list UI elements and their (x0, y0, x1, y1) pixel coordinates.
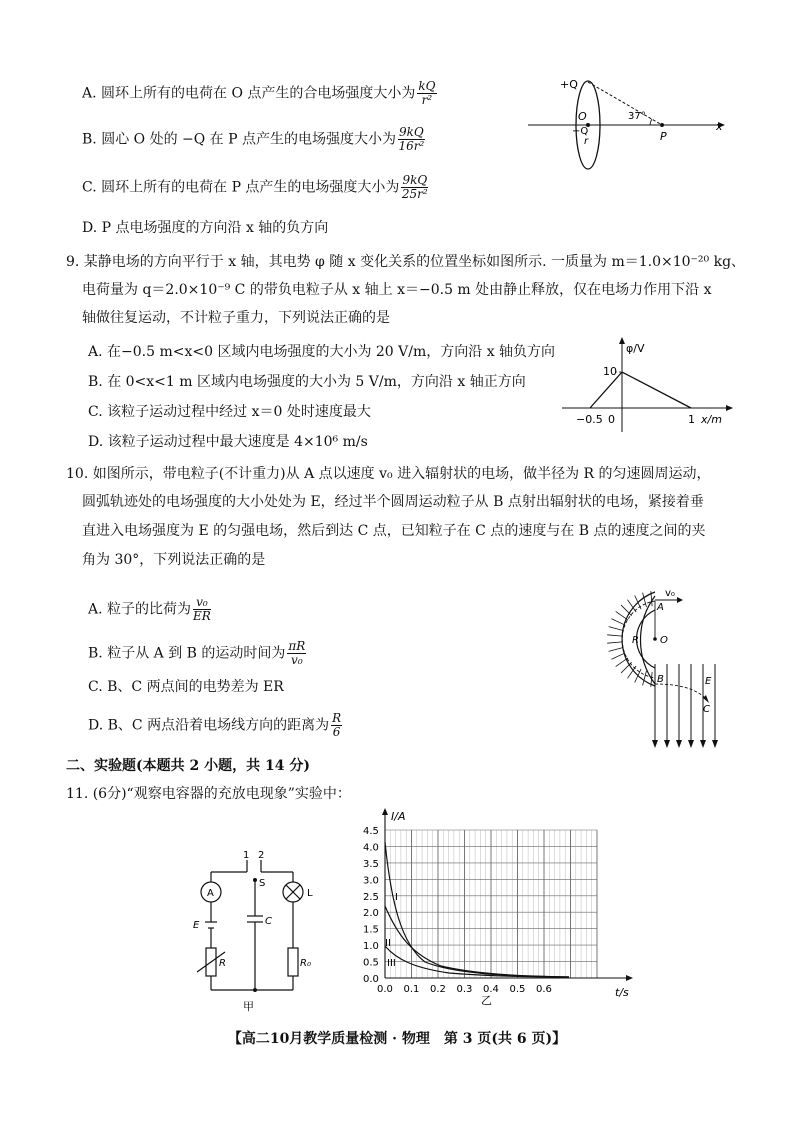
q11-current-graph (345, 806, 645, 1014)
x-tick-label: 0.4 (483, 984, 499, 995)
curve-ii (385, 906, 569, 977)
radial-field-line (635, 595, 641, 609)
tick-minus-05: −0.5 (576, 413, 603, 426)
x-tick-label: 0.5 (509, 984, 526, 995)
q10-option-a: A. 粒子的比荷为 $\frac{\text{v₀}}{ER}$ (88, 595, 211, 623)
tick-0: 0 (608, 413, 615, 426)
q9-option-a: A. 在−0.5 m<x<0 区域内电场强度的大小为 20 V/m，方向沿 x 轴负方向 (88, 344, 556, 360)
lamp-label: L (307, 888, 313, 899)
radial-field-line (609, 627, 623, 631)
v0-label: v₀ (665, 588, 675, 599)
radial-field-line (607, 642, 622, 643)
capacitor-label: C (265, 916, 272, 927)
q10-field-figure (585, 586, 735, 756)
figure-yi-caption: 乙 (481, 994, 492, 1007)
emf-label: E (193, 920, 200, 931)
y-tick-label: 3.0 (363, 875, 379, 887)
fraction: $\frac{9kQ}{\text{25r²}}$ (401, 173, 428, 201)
y-tick-label: 1.0 (363, 941, 379, 953)
peak-label: 10 (603, 365, 617, 378)
y-tick-label: 3.5 (363, 858, 379, 870)
fraction: $\frac{kQ}{\text{r²}}$ (418, 79, 436, 107)
x-tick-label: 0.3 (456, 984, 473, 995)
q10-stem-line3: 直进入电场强度为 E 的匀强电场，然后到达 C 点，已知粒子在 C 点的速度与在 B 点的速度之间的夹 (82, 523, 706, 539)
b-label: B (657, 674, 664, 685)
q10-option-d: D. B、C 两点沿着电场线方向的距离为 $\frac{R}{6}$ (88, 711, 342, 739)
q10-stem-line2: 圆弧轨迹处的电场强度的大小处处为 E，经过半个圆周运动粒子从 B 点射出辐射状的电场，紧接着垂 (82, 494, 704, 510)
r-label: r (584, 136, 589, 147)
section-2-heading: 二、实验题(本题共 2 小题，共 14 分) (66, 758, 310, 774)
uniform-field-arrowheads (652, 740, 718, 748)
grid (385, 830, 597, 978)
curve-ii-label: II (385, 938, 391, 949)
page-footer: 【高二10月教学质量检测 · 物理 第 3 页(共 6 页)】 (227, 1031, 567, 1047)
i-axis-arrow (382, 808, 388, 815)
i-axis-label: I/A (391, 810, 406, 823)
y-tick-label: 2.5 (363, 891, 379, 903)
q8-option-d: D. P 点电场强度的方向沿 x 轴的负方向 (82, 220, 329, 236)
q9-stem-line2: 电荷量为 q＝2.0×10⁻⁹ C 的带负电粒子从 x 轴上 x＝−0.5 m 处由静止释放，仅在电场力作用下沿 x (82, 282, 712, 298)
b-to-c-path (655, 684, 707, 700)
q8-option-b: B. 圆心 O 处的 −Q 在 P 点产生的电场强度大小为 $\frac{9kQ}{\text{16r²}}$ (82, 125, 425, 153)
x-tick-label: 0.1 (403, 984, 420, 995)
a-label: A (657, 602, 664, 613)
x-label: x/m (701, 413, 722, 426)
radial-field-line (609, 648, 623, 652)
radial-field-line (616, 658, 628, 667)
phi-label: φ/V (626, 342, 645, 355)
x-axis-arrow (726, 405, 733, 411)
q9-stem-line3: 轴做往复运动，不计粒子重力，下列说法正确的是 (82, 310, 390, 326)
o-label: O (578, 110, 587, 123)
figure-jia-caption: 甲 (243, 1000, 254, 1013)
q8-option-c: C. 圆环上所有的电荷在 P 点产生的电场强度大小为 $\frac{9kQ}{\text{25r²}}$ (82, 173, 428, 201)
q9-option-d: D. 该粒子运动过程中最大速度是 4×10⁶ m/s (88, 434, 368, 450)
o-label: O (660, 635, 668, 646)
x-tick-label: 0.2 (430, 984, 446, 995)
tick-1: 1 (688, 413, 695, 426)
p-label: P (660, 130, 667, 143)
t-axis-label: t/s (615, 986, 629, 999)
switch-2-label: 2 (258, 850, 265, 861)
y-tick-label: 4.0 (363, 842, 379, 854)
y-tick-label: 4.5 (363, 826, 379, 837)
curve-iii-label: III (387, 958, 396, 969)
r0-label: R₀ (300, 958, 311, 969)
b-to-c-arrowhead (703, 695, 709, 703)
radial-field-line (611, 653, 625, 659)
switch-pivot (253, 878, 257, 882)
point-p (660, 123, 664, 127)
x-tick-labels (377, 984, 552, 995)
q11-stem: 11. (6分)“观察电容器的充放电现象”实验中： (66, 786, 351, 802)
minus-q-label: −Q (572, 126, 589, 137)
y-tick-label: 0.5 (363, 957, 379, 969)
radial-field-line (643, 671, 647, 685)
q10-stem-line1: 10. 如图所示，带电粒子(不计重力)从 A 点以速度 v₀ 进入辐射状的电场，做半径为 R 的匀速圆周运动， (66, 466, 711, 482)
q11-circuit (185, 852, 335, 1012)
e-label: E (705, 676, 712, 687)
switch-1-label: 1 (243, 850, 250, 861)
q8-ring-figure (520, 68, 730, 178)
junction-dot (253, 988, 257, 992)
q10-option-c: C. B、C 两点间的电势差为 ER (88, 679, 284, 695)
radial-field-line (607, 635, 622, 636)
y-tick-label: 0.0 (363, 974, 379, 985)
fraction: $\frac{9kQ}{\text{16r²}}$ (398, 125, 425, 153)
x-tick-label: 0.0 (377, 984, 393, 995)
fraction: $\frac{R}{6}$ (332, 711, 342, 739)
q8-option-a: A. 圆环上所有的电荷在 O 点产生的合电场强度大小为 $\frac{kQ}{\text{r²}}$ (82, 79, 436, 107)
radial-field-line (621, 605, 632, 616)
radial-field-line (616, 611, 628, 620)
phi-axis-arrow (619, 337, 625, 344)
ammeter-label: A (207, 888, 214, 899)
angle-arc (650, 119, 652, 125)
radial-ticks (607, 591, 652, 687)
curve-i-label: I (395, 892, 398, 903)
curve-i (385, 842, 569, 977)
q9-stem-line1: 9. 某静电场的方向平行于 x 轴，其电势 φ 随 x 变化关系的位置坐标如图所示. 一质量为 m＝1.0×10⁻²⁰ kg、 (66, 254, 746, 270)
outer-arc (640, 596, 655, 684)
q10-stem-line4: 角为 30°，下列说法正确的是 (82, 552, 266, 568)
t-axis-arrow (626, 975, 633, 981)
v0-arrowhead (677, 597, 683, 603)
angle-label: 37° (628, 111, 646, 122)
fraction: $\frac{\pi R}{\text{v₀}}$ (288, 639, 306, 667)
point-o (653, 637, 657, 641)
y-tick-label: 2.0 (363, 908, 379, 920)
x-label: x (716, 120, 723, 133)
radial-field-line (621, 662, 632, 673)
c-label: C (703, 704, 710, 715)
r-label: R (632, 635, 639, 646)
plus-q-label: +Q (560, 78, 578, 91)
y-tick-labels (363, 826, 379, 985)
radial-field-line (611, 619, 625, 625)
x-tick-label: 0.6 (536, 984, 552, 995)
q9-option-c: C. 该粒子运动过程中经过 x＝0 处时速度最大 (88, 404, 371, 420)
y-tick-label: 1.5 (363, 924, 379, 936)
q9-option-b: B. 在 0<x<1 m 区域内电场强度的大小为 5 V/m，方向沿 x 轴正方向 (88, 374, 526, 390)
fraction: $\frac{\text{v₀}}{ER}$ (193, 595, 211, 623)
rheostat-label: R (219, 958, 226, 969)
q10-option-b: B. 粒子从 A 到 B 的运动时间为 $\frac{\pi R}{\text{v₀}}$ (88, 639, 306, 667)
q9-potential-graph (560, 336, 740, 436)
radial-field-inner (637, 610, 655, 668)
switch-s-label: S (259, 878, 266, 889)
